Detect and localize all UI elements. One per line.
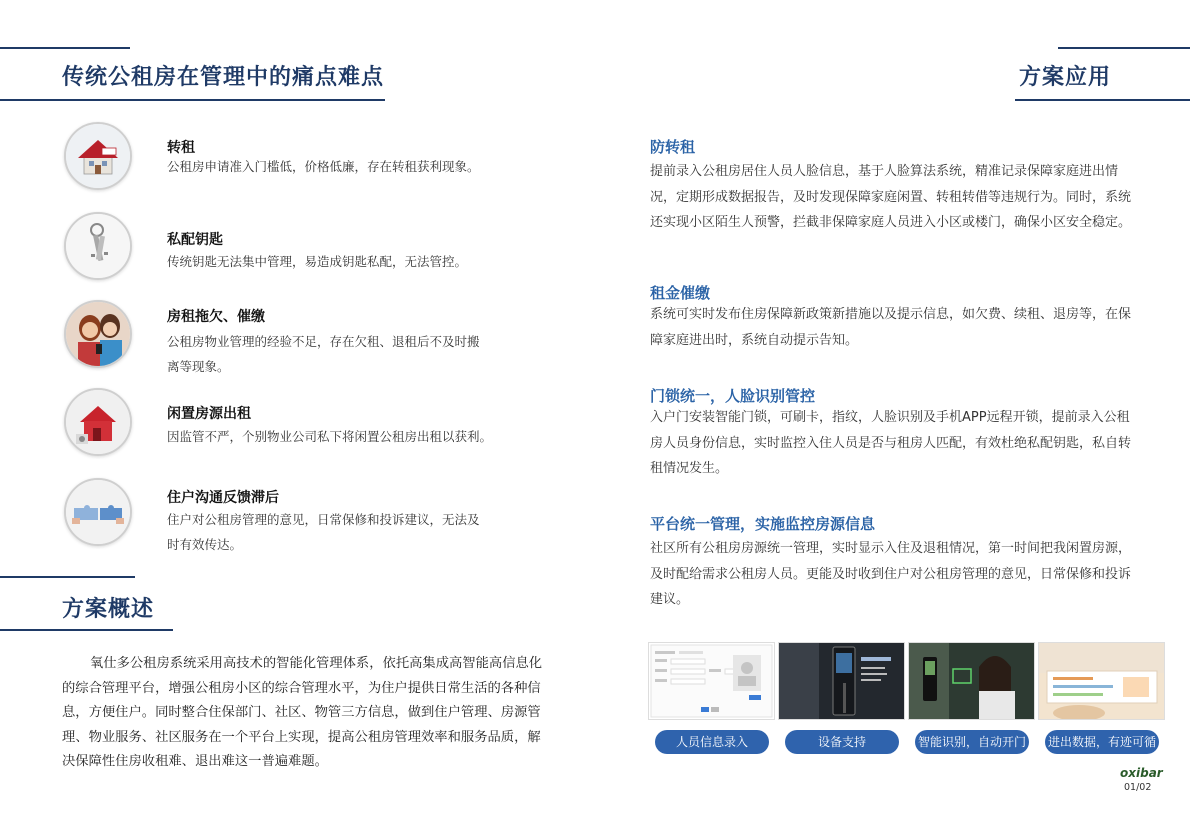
caption-button-device[interactable]: 设备支持 xyxy=(785,730,899,754)
summary-heading-underline xyxy=(0,629,173,631)
pain-title-feedback-delay: 住户沟通反馈滞后 xyxy=(167,490,279,506)
pain-title-idle-rental: 闲置房源出租 xyxy=(167,406,251,422)
summary-top-rule xyxy=(0,576,135,578)
section-title-unified-lock: 门锁统一，人脸识别管控 xyxy=(650,387,816,405)
gallery-image-face-recognition xyxy=(908,642,1035,720)
section-title-platform-management: 平台统一管理，实施监控房源信息 xyxy=(650,515,876,533)
pain-heading-underline xyxy=(0,99,385,101)
pain-body-rent-arrears-line1: 公租房物业管理的经验不足，存在欠租、退租后不及时搬 xyxy=(167,334,480,349)
pain-points-heading: 传统公租房在管理中的痛点难点 xyxy=(62,65,385,90)
caption-button-access-data[interactable]: 进出数据，有迹可循 xyxy=(1045,730,1159,754)
summary-text xyxy=(62,652,548,775)
caption-button-face-recognition[interactable]: 智能识别，自动开门 xyxy=(915,730,1029,754)
pain-body-feedback-delay-line2: 时有效传达。 xyxy=(167,537,243,552)
people-phone-icon xyxy=(64,300,132,368)
pain-title-key-copy: 私配钥匙 xyxy=(167,232,223,248)
section-title-anti-sublet: 防转租 xyxy=(650,138,696,156)
pain-body-idle-rental: 因监管不严，个别物业公司私下将闲置公租房出租以获利。 xyxy=(167,429,493,444)
brand-logo xyxy=(1120,766,1163,780)
keys-icon xyxy=(64,212,132,280)
section-body-anti-sublet: 提前录入公租房居住人员人脸信息，基于人脸算法系统，精准记录保障家庭进出情况，定期形成数据报告，及时发现保障家庭闲置、转租转借等违规行为。同时，系统还实现小区陌生人预警，拦截非保障家庭人员进入小区或楼门，确保小区安全稳定。 xyxy=(650,164,1132,230)
pain-body-feedback-delay-line1: 住户对公租房管理的意见，日常保修和投诉建议，无法及 xyxy=(167,512,480,527)
pain-title-sublet: 转租 xyxy=(167,140,195,156)
house-icon xyxy=(64,122,132,190)
summary-paragraph: 氧仕多公租房系统采用高技术的智能化管理体系，依托高集成高智能高信息化的综合管理平台，增强公租房小区的综合管理水平，为住户提供日常生活的各种信息，方便住户。同时整合住保部门、社区、物管三方信息，做到住户管理、房源管理、物业服务、社区服务在一个平台上实现，提高公租房管理效率和服务品质，解决保障性住房收租难、退出难这一普遍难题。 xyxy=(62,656,543,769)
pain-body-sublet: 公租房申请准入门槛低，价格低廉，存在转租获利现象。 xyxy=(167,159,480,174)
pain-body-rent-arrears-line2: 离等现象。 xyxy=(167,359,230,374)
pain-title-rent-arrears: 房租拖欠、催缴 xyxy=(167,309,265,325)
gallery-image-device xyxy=(778,642,905,720)
gallery-image-registration xyxy=(648,642,775,720)
gallery-image-access-data xyxy=(1038,642,1165,720)
page-number: 01/02 xyxy=(1124,782,1152,793)
summary-heading: 方案概述 xyxy=(62,597,155,622)
application-heading: 方案应用 xyxy=(1019,65,1112,90)
section-body-unified-lock: 入户门安装智能门锁，可刷卡，指纹，人脸识别及手机APP远程开锁，提前录入公租房人员身份信息，实时监控入住人员是否与租房人匹配，有效杜绝私配钥匙，私自转租情况发生。 xyxy=(650,410,1132,476)
section-body-platform-management: 社区所有公租房房源统一管理，实时显示入住及退租情况，第一时间把我闲置房源，及时配给需求公租房人员。更能及时收到住户对公租房管理的意见，日常保修和投诉建议。 xyxy=(650,541,1132,607)
pain-body-key-copy: 传统钥匙无法集中管理，易造成钥匙私配，无法管控。 xyxy=(167,254,468,269)
rental-house-icon xyxy=(64,388,132,456)
top-right-rule xyxy=(1058,47,1190,49)
section-title-rent-collection: 租金催缴 xyxy=(650,284,711,302)
caption-button-registration[interactable]: 人员信息录入 xyxy=(655,730,769,754)
brand-logo-text: oxibar xyxy=(1120,766,1163,780)
application-heading-underline xyxy=(1015,99,1190,101)
section-body-rent-collection: 系统可实时发布住房保障新政策新措施以及提示信息，如欠费、续租、退房等，在保障家庭进出时，系统自动提示告知。 xyxy=(650,307,1132,348)
top-left-rule xyxy=(0,47,130,49)
puzzle-icon xyxy=(64,478,132,546)
